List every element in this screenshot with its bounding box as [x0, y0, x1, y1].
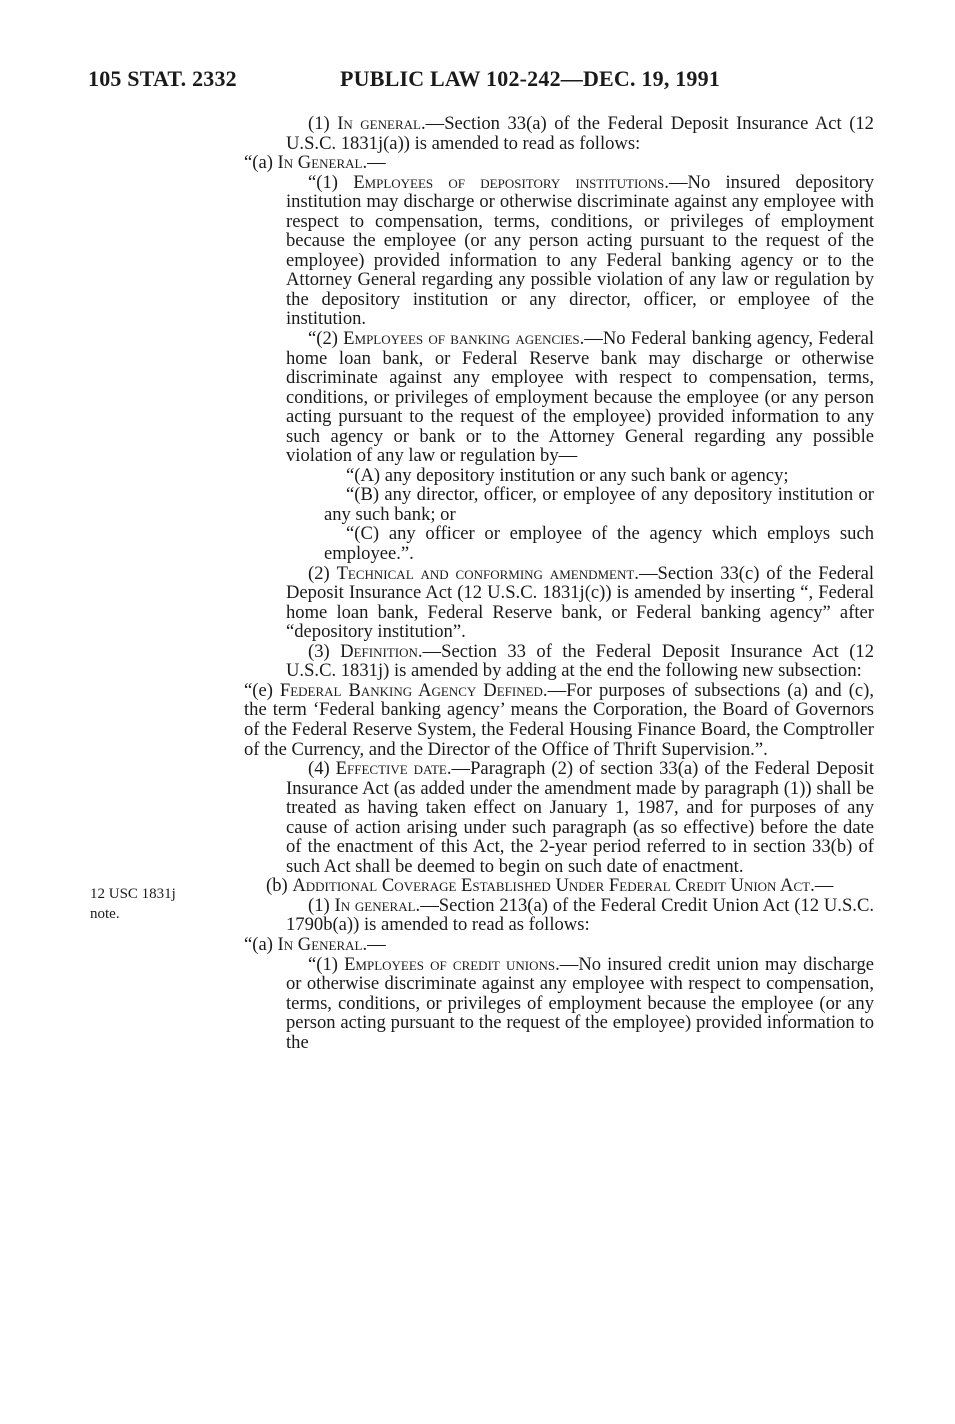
paragraph-effective-date: (4) Effective date.—Paragraph (2) of section 33(a) of the Federal Deposit Insurance Act (as added under the amendment made by paragraph (1)) shall be treated as having taken effect on January 1, 1987, and for purposes of any cause of action arising under such paragraph (as so effective) before the date of the enactment of this Act, the 2-year period referred to in section 33(b) of such Act shall be deemed to begin on such date of enactment.	[286, 758, 874, 877]
paragraph-heading: Technical and conforming amendment.	[336, 562, 639, 584]
page-stat-citation: 105 STAT. 2332	[88, 66, 237, 91]
statute-body	[244, 114, 874, 1052]
subsection-a-general-cu: “(a) In General.—	[244, 933, 386, 955]
paragraph-heading: Employees of credit unions.	[344, 953, 560, 975]
paragraph-employees-credit-unions: “(1) Employees of credit unions.—No insured credit union may discharge or otherwise discriminate against any employee with respect to compensation, terms, conditions, or privileges of employment because the employee (or any person acting pursuant to the request of the employee) provided information to the	[286, 953, 874, 1053]
paragraph-b1: (1) In general.—Section 213(a) of the Federal Credit Union Act (12 U.S.C. 1790b(a)) is amended to read as follows:	[286, 894, 874, 936]
margin-note-usc: 12 USC 1831j	[90, 886, 176, 902]
clause-c: “(C) any officer or employee of the agency which employs such employee.”.	[324, 523, 874, 565]
paragraph-heading: In General.	[277, 933, 368, 955]
paragraph-heading: In general.	[334, 894, 421, 916]
subsection-b-credit-union: (b) Additional Coverage Established Under Federal Credit Union Act.—	[266, 875, 834, 897]
paragraph-heading: Effective date.	[335, 758, 452, 780]
paragraph-a1: (1) In general.—Section 33(a) of the Federal Deposit Insurance Act (12 U.S.C. 1831j(a)) is amended to read as follows:	[286, 113, 874, 154]
margin-note-label: note.	[90, 906, 120, 922]
clause-a: “(A) any depository institution or any such bank or agency;	[346, 464, 789, 486]
paragraph-technical-amendment: (2) Technical and conforming amendment.—Section 33(c) of the Federal Deposit Insurance Act (12 U.S.C. 1831j(c)) is amended by inserting “, Federal home loan bank, Federal Reserve bank, or Federal banking agency” after “depository institution”.	[286, 562, 874, 643]
paragraph-heading: Employees of banking agencies.	[343, 328, 585, 350]
paragraph-employees-banking-agencies: “(2) Employees of banking agencies.—No Federal banking agency, Federal home loan bank, or Federal Reserve bank may discharge or otherwise discriminate against any employee with respect to compensation, terms, conditions, or privileges of employment because the employee (or any person acting pursuant to the request of the employee) provided information to any such agency or bank or to the Attorney General regarding any possible violation of any law or regulation by—	[286, 328, 874, 467]
paragraph-heading: Federal Banking Agency Defined.	[279, 679, 548, 701]
clause-b: “(B) any director, officer, or employee of any depository institution or any such bank; or	[324, 484, 874, 525]
paragraph-heading: Definition.	[340, 640, 423, 662]
paragraph-definition: (3) Definition.—Section 33 of the Federal Deposit Insurance Act (12 U.S.C. 1831j) is amended by adding at the end the following new subsection:	[286, 640, 874, 682]
paragraph-heading: In General.	[277, 152, 368, 174]
paragraph-heading: Additional Coverage Established Under Federal Credit Union Act.	[292, 875, 815, 897]
margin-note	[90, 884, 176, 924]
paragraph-employees-depository: “(1) Employees of depository institutions.—No insured depository institution may discharge or otherwise discriminate against any employee with respect to compensation, terms, conditions, or privileges of employment because the employee (or any person acting pursuant to the request of the employee) provided information to any Federal banking agency or to the Attorney General regarding any possible violation of any law or regulation by the depository institution or any director, officer, or employee of the institution.	[286, 171, 874, 330]
paragraph-heading: In general.	[337, 113, 426, 134]
paragraph-heading: Employees of depository institutions.	[353, 171, 669, 193]
public-law-header: PUBLIC LAW 102-242—DEC. 19, 1991	[340, 66, 721, 91]
subsection-a-general: “(a) In General.—	[244, 152, 386, 174]
subsection-e-definition: “(e) Federal Banking Agency Defined.—For purposes of subsections (a) and (c), the term ‘Federal banking agency’ means the Corporation, the Board of Governors of the Federal Reserve System, the Federal Housing Finance Board, the Comptroller of the Currency, and the Director of the Office of Thrift Supervision.”.	[244, 679, 874, 760]
